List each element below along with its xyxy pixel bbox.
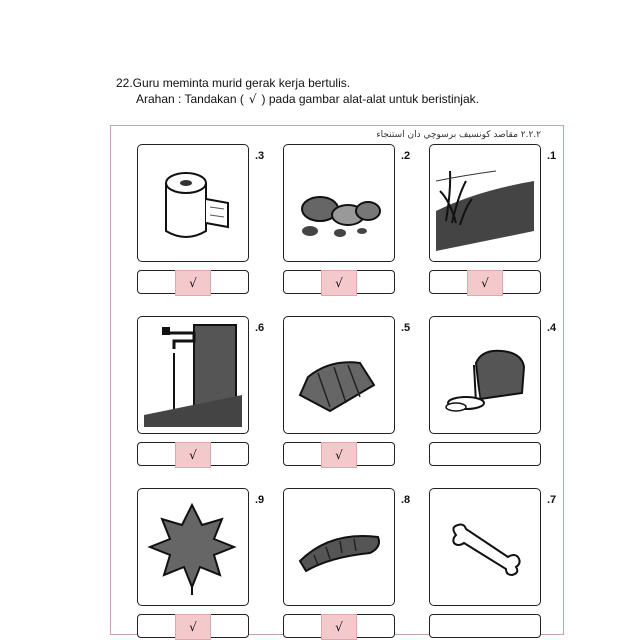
stones-icon [290, 151, 388, 255]
bone-icon [436, 495, 534, 599]
picture-frame [137, 488, 249, 606]
picture-frame [429, 316, 541, 434]
bread-loaf-icon [436, 323, 534, 427]
answer-box[interactable] [283, 614, 395, 638]
item-number: .4 [547, 322, 557, 334]
item-number: .6 [255, 322, 265, 334]
instruction-suffix: ) pada gambar alat-alat untuk beristinjak. [261, 92, 479, 106]
question-text [116, 75, 479, 107]
answer-box[interactable] [429, 270, 541, 294]
item-number: .3 [255, 150, 265, 162]
tick-symbol: √ [248, 92, 257, 106]
picture-frame [429, 488, 541, 606]
tick-mark: √ [175, 442, 211, 468]
item-number: .8 [401, 494, 411, 506]
tick-mark: √ [175, 614, 211, 640]
leaf-icon [144, 495, 242, 599]
worksheet-header: ٢.٢.٢ مقاصد كونسيف برسوچي دان استنجاء [376, 130, 541, 140]
answer-box[interactable] [429, 442, 541, 466]
item-number: .9 [255, 494, 265, 506]
bread-slices-icon [290, 323, 388, 427]
tick-mark: √ [175, 270, 211, 296]
toilet-paper-icon [144, 151, 242, 255]
answer-box[interactable] [429, 614, 541, 638]
picture-frame [429, 144, 541, 262]
picture-frame [283, 144, 395, 262]
caterpillar-icon [290, 495, 388, 599]
tick-mark: √ [321, 614, 357, 640]
picture-frame [137, 144, 249, 262]
instruction-prefix: Arahan : Tandakan ( [136, 92, 244, 106]
item-number: .7 [547, 494, 557, 506]
picture-frame [283, 316, 395, 434]
question-line: 22.Guru meminta murid gerak kerja bertulis. [116, 76, 351, 90]
water-tap-icon [144, 323, 242, 427]
tick-mark: √ [321, 270, 357, 296]
instruction-line [116, 91, 479, 107]
item-number: .2 [401, 150, 411, 162]
tick-mark: √ [467, 270, 503, 296]
answer-box[interactable] [137, 270, 249, 294]
picture-frame [283, 488, 395, 606]
answer-box[interactable] [137, 614, 249, 638]
item-number: .5 [401, 322, 411, 334]
answer-box[interactable] [283, 270, 395, 294]
answer-box[interactable] [137, 442, 249, 466]
tick-mark: √ [321, 442, 357, 468]
picture-frame [137, 316, 249, 434]
grass-icon [436, 151, 534, 255]
worksheet [110, 125, 564, 635]
item-number: .1 [547, 150, 557, 162]
answer-box[interactable] [283, 442, 395, 466]
